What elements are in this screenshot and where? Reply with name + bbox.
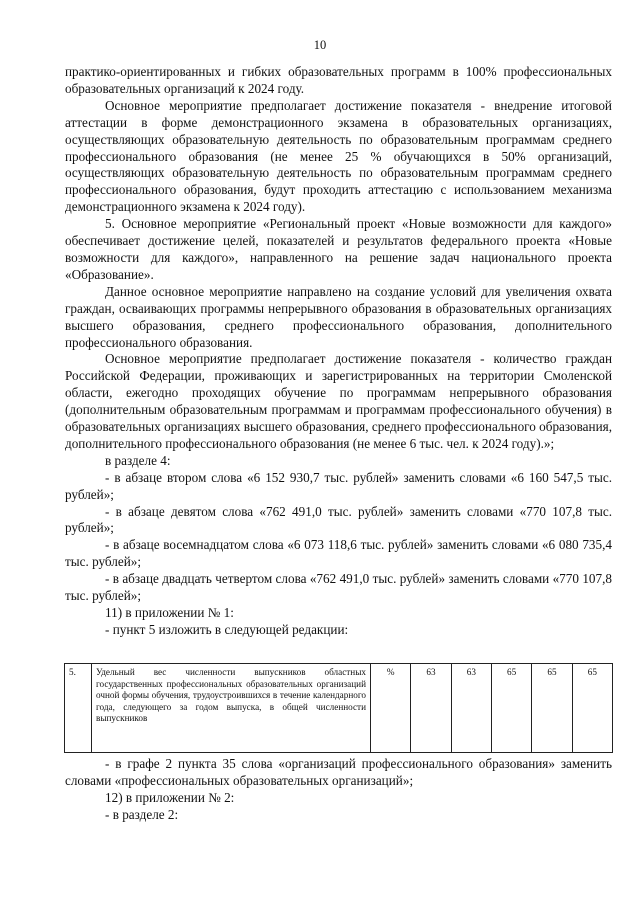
paragraph: 12) в приложении № 2:: [105, 789, 235, 805]
document-body: [65, 64, 612, 639]
table-cell-value: 65: [532, 664, 572, 753]
indicator-table-grid: [64, 663, 613, 753]
paragraph: Основное мероприятие предполагает достижение показателя - количество граждан Российской Федерации, проживающих и зарегистрированных на территории Смоленской области, ежегодно проходящих обучение по программам непрерывного образования (дополнительным образовательным программам и программам профессионального обучения) в образовательных организациях высшего образования, среднего профессионального образования, дополнительного профессионального образования (не менее 6 тыс. чел. к 2024 году).»;: [65, 351, 612, 451]
document-body-continued: [65, 756, 612, 824]
indicator-table: [64, 663, 613, 753]
paragraph: 11) в приложении № 1:: [105, 605, 234, 620]
paragraph: - в абзаце восемнадцатом слова «6 073 118,6 тыс. рублей» заменить словами «6 080 735,4 тыс. рублей»;: [65, 537, 612, 570]
paragraph: - в разделе 2:: [105, 806, 179, 822]
paragraph: - в абзаце девятом слова «762 491,0 тыс. рублей» заменить словами «770 107,8 тыс. рублей»;: [65, 503, 612, 536]
paragraph: - в абзаце двадцать четвертом слова «762 491,0 тыс. рублей» заменить словами «770 107,8 тыс. рублей»;: [65, 571, 612, 604]
paragraph: в разделе 4:: [105, 452, 171, 468]
paragraph: - пункт 5 изложить в следующей редакции:: [105, 621, 349, 637]
table-cell-value: 63: [411, 664, 451, 753]
table-cell-unit: %: [371, 664, 411, 753]
table-cell-value: 65: [572, 664, 612, 753]
table-cell-value: 65: [491, 664, 531, 753]
paragraph: Данное основное мероприятие направлено на создание условий для увеличения охвата граждан, осваивающих программы непрерывного образования в образовательных организациях высшего образования, среднего профессионального образования, дополнительного профессионального образования.: [65, 283, 612, 350]
paragraph: практико-ориентированных и гибких образовательных программ в 100% профессиональных образовательных организаций к 2024 году.: [65, 64, 612, 96]
table-row: [65, 664, 613, 753]
paragraph: - в графе 2 пункта 35 слова «организаций профессионального образования» заменить словами «профессиональных образовательных организаций»;: [65, 756, 612, 788]
table-cell-value: 63: [451, 664, 491, 753]
paragraph: 5. Основное мероприятие «Региональный проект «Новые возможности для каждого» обеспечивает достижение целей, показателей и результатов федерального проекта «Новые возможности для каждого», направленного на решение задач национального проекта «Образование».: [65, 216, 612, 282]
table-cell-number: 5.: [65, 664, 92, 753]
table-cell-description: Удельный вес численности выпускников областных государственных профессиональных образовательных организаций очной формы обучения, трудоустроившихся в течение календарного года, следующего за годом выпуска, в общей численности выпускников: [92, 664, 371, 753]
paragraph: - в абзаце втором слова «6 152 930,7 тыс. рублей» заменить словами «6 160 547,5 тыс. рублей»;: [65, 469, 612, 502]
page-number: 10: [313, 38, 327, 52]
paragraph: Основное мероприятие предполагает достижение показателя - внедрение итоговой аттестации в форме демонстрационного экзамена в образовательных организациях, осуществляющих образовательную деятельность по образовательным программам среднего профессионального образования (не менее 25 % обучающихся в 50% организаций, осуществляющих образовательную деятельность по образовательным программам среднего профессионального образования, будут проходить аттестацию с использованием механизма демонстрационного экзамена к 2024 году).: [65, 97, 612, 215]
